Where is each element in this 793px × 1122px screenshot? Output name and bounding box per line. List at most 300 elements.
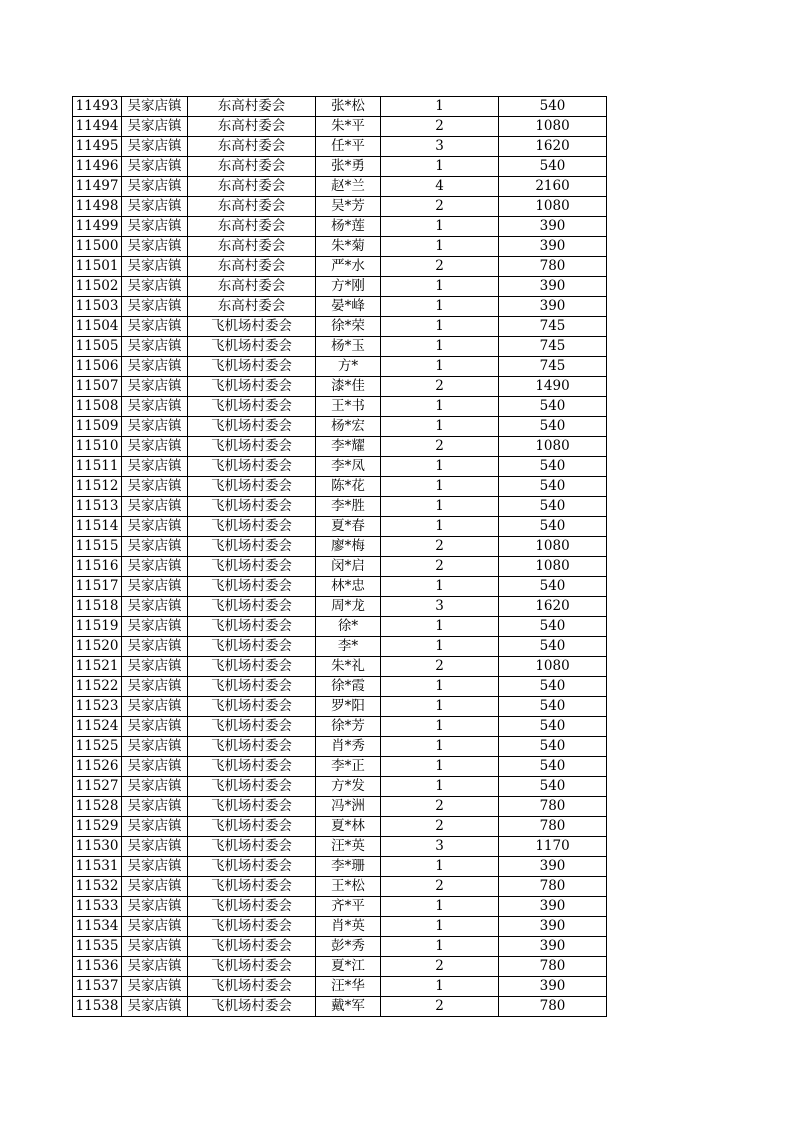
amount-cell: 390 [499, 937, 607, 957]
table-row [73, 397, 607, 417]
amount-cell: 390 [499, 217, 607, 237]
row-id-cell: 11525 [73, 737, 122, 757]
village-committee-cell: 东高村委会 [188, 237, 316, 257]
table-row [73, 597, 607, 617]
town-cell: 吴家店镇 [122, 537, 188, 557]
village-committee-cell: 飞机场村委会 [188, 737, 316, 757]
name-cell: 王*书 [316, 397, 381, 417]
table-row [73, 657, 607, 677]
amount-cell: 1080 [499, 557, 607, 577]
name-cell: 肖*秀 [316, 737, 381, 757]
town-cell: 吴家店镇 [122, 177, 188, 197]
village-committee-cell: 飞机场村委会 [188, 857, 316, 877]
town-cell: 吴家店镇 [122, 717, 188, 737]
amount-cell: 745 [499, 357, 607, 377]
amount-cell: 390 [499, 977, 607, 997]
town-cell: 吴家店镇 [122, 817, 188, 837]
village-committee-cell: 飞机场村委会 [188, 917, 316, 937]
household-count-cell: 1 [381, 857, 499, 877]
row-id-cell: 11512 [73, 477, 122, 497]
name-cell: 夏*江 [316, 957, 381, 977]
name-cell: 朱*菊 [316, 237, 381, 257]
name-cell: 王*松 [316, 877, 381, 897]
table-row [73, 237, 607, 257]
village-committee-cell: 东高村委会 [188, 117, 316, 137]
name-cell: 严*水 [316, 257, 381, 277]
amount-cell: 780 [499, 877, 607, 897]
town-cell: 吴家店镇 [122, 657, 188, 677]
town-cell: 吴家店镇 [122, 957, 188, 977]
amount-cell: 780 [499, 797, 607, 817]
town-cell: 吴家店镇 [122, 377, 188, 397]
village-committee-cell: 飞机场村委会 [188, 897, 316, 917]
table-row [73, 997, 607, 1017]
household-count-cell: 1 [381, 337, 499, 357]
name-cell: 闵*启 [316, 557, 381, 577]
row-id-cell: 11524 [73, 717, 122, 737]
name-cell: 方*刚 [316, 277, 381, 297]
village-committee-cell: 飞机场村委会 [188, 357, 316, 377]
town-cell: 吴家店镇 [122, 517, 188, 537]
table-row [73, 777, 607, 797]
household-count-cell: 1 [381, 577, 499, 597]
amount-cell: 1170 [499, 837, 607, 857]
row-id-cell: 11506 [73, 357, 122, 377]
table-row [73, 357, 607, 377]
row-id-cell: 11508 [73, 397, 122, 417]
table-row [73, 977, 607, 997]
table-row [73, 417, 607, 437]
village-committee-cell: 飞机场村委会 [188, 597, 316, 617]
row-id-cell: 11516 [73, 557, 122, 577]
village-committee-cell: 飞机场村委会 [188, 837, 316, 857]
row-id-cell: 11498 [73, 197, 122, 217]
row-id-cell: 11499 [73, 217, 122, 237]
name-cell: 李*凤 [316, 457, 381, 477]
table-row [73, 917, 607, 937]
amount-cell: 780 [499, 257, 607, 277]
village-committee-cell: 飞机场村委会 [188, 957, 316, 977]
household-count-cell: 3 [381, 597, 499, 617]
household-count-cell: 1 [381, 757, 499, 777]
household-count-cell: 1 [381, 677, 499, 697]
town-cell: 吴家店镇 [122, 997, 188, 1017]
row-id-cell: 11495 [73, 137, 122, 157]
household-count-cell: 2 [381, 257, 499, 277]
village-committee-cell: 飞机场村委会 [188, 817, 316, 837]
row-id-cell: 11537 [73, 977, 122, 997]
data-table [72, 96, 607, 1017]
row-id-cell: 11531 [73, 857, 122, 877]
amount-cell: 1080 [499, 537, 607, 557]
town-cell: 吴家店镇 [122, 777, 188, 797]
village-committee-cell: 飞机场村委会 [188, 697, 316, 717]
name-cell: 赵*兰 [316, 177, 381, 197]
town-cell: 吴家店镇 [122, 857, 188, 877]
table-row [73, 297, 607, 317]
table-row [73, 257, 607, 277]
row-id-cell: 11527 [73, 777, 122, 797]
amount-cell: 1490 [499, 377, 607, 397]
village-committee-cell: 东高村委会 [188, 177, 316, 197]
town-cell: 吴家店镇 [122, 977, 188, 997]
village-committee-cell: 飞机场村委会 [188, 777, 316, 797]
amount-cell: 780 [499, 997, 607, 1017]
row-id-cell: 11521 [73, 657, 122, 677]
household-count-cell: 2 [381, 877, 499, 897]
household-count-cell: 2 [381, 817, 499, 837]
row-id-cell: 11510 [73, 437, 122, 457]
row-id-cell: 11501 [73, 257, 122, 277]
amount-cell: 2160 [499, 177, 607, 197]
village-committee-cell: 飞机场村委会 [188, 677, 316, 697]
table-row [73, 677, 607, 697]
row-id-cell: 11513 [73, 497, 122, 517]
village-committee-cell: 东高村委会 [188, 157, 316, 177]
village-committee-cell: 飞机场村委会 [188, 797, 316, 817]
town-cell: 吴家店镇 [122, 937, 188, 957]
household-count-cell: 2 [381, 657, 499, 677]
row-id-cell: 11507 [73, 377, 122, 397]
town-cell: 吴家店镇 [122, 277, 188, 297]
amount-cell: 540 [499, 397, 607, 417]
table-row [73, 557, 607, 577]
table-row [73, 197, 607, 217]
household-count-cell: 2 [381, 197, 499, 217]
town-cell: 吴家店镇 [122, 417, 188, 437]
row-id-cell: 11534 [73, 917, 122, 937]
name-cell: 方*发 [316, 777, 381, 797]
amount-cell: 780 [499, 957, 607, 977]
town-cell: 吴家店镇 [122, 797, 188, 817]
name-cell: 李*胜 [316, 497, 381, 517]
row-id-cell: 11532 [73, 877, 122, 897]
name-cell: 徐* [316, 617, 381, 637]
amount-cell: 540 [499, 497, 607, 517]
village-committee-cell: 东高村委会 [188, 257, 316, 277]
name-cell: 晏*峰 [316, 297, 381, 317]
household-count-cell: 1 [381, 897, 499, 917]
table-row [73, 437, 607, 457]
table-row [73, 97, 607, 117]
village-committee-cell: 飞机场村委会 [188, 377, 316, 397]
town-cell: 吴家店镇 [122, 737, 188, 757]
household-count-cell: 2 [381, 437, 499, 457]
table-row [73, 577, 607, 597]
town-cell: 吴家店镇 [122, 477, 188, 497]
town-cell: 吴家店镇 [122, 157, 188, 177]
household-count-cell: 3 [381, 137, 499, 157]
row-id-cell: 11519 [73, 617, 122, 637]
town-cell: 吴家店镇 [122, 837, 188, 857]
row-id-cell: 11518 [73, 597, 122, 617]
household-count-cell: 2 [381, 377, 499, 397]
household-count-cell: 1 [381, 477, 499, 497]
table-row [73, 837, 607, 857]
village-committee-cell: 飞机场村委会 [188, 517, 316, 537]
town-cell: 吴家店镇 [122, 757, 188, 777]
village-committee-cell: 飞机场村委会 [188, 537, 316, 557]
household-count-cell: 1 [381, 637, 499, 657]
table-row [73, 857, 607, 877]
village-committee-cell: 飞机场村委会 [188, 497, 316, 517]
village-committee-cell: 东高村委会 [188, 137, 316, 157]
town-cell: 吴家店镇 [122, 397, 188, 417]
village-committee-cell: 飞机场村委会 [188, 437, 316, 457]
amount-cell: 390 [499, 897, 607, 917]
household-count-cell: 1 [381, 737, 499, 757]
amount-cell: 390 [499, 917, 607, 937]
amount-cell: 540 [499, 477, 607, 497]
name-cell: 李* [316, 637, 381, 657]
table-row [73, 817, 607, 837]
village-committee-cell: 飞机场村委会 [188, 997, 316, 1017]
town-cell: 吴家店镇 [122, 197, 188, 217]
village-committee-cell: 飞机场村委会 [188, 337, 316, 357]
row-id-cell: 11528 [73, 797, 122, 817]
row-id-cell: 11496 [73, 157, 122, 177]
household-count-cell: 1 [381, 277, 499, 297]
name-cell: 林*忠 [316, 577, 381, 597]
amount-cell: 540 [499, 637, 607, 657]
town-cell: 吴家店镇 [122, 257, 188, 277]
name-cell: 肖*英 [316, 917, 381, 937]
town-cell: 吴家店镇 [122, 237, 188, 257]
village-committee-cell: 飞机场村委会 [188, 417, 316, 437]
table-row [73, 457, 607, 477]
village-committee-cell: 飞机场村委会 [188, 977, 316, 997]
table-row [73, 317, 607, 337]
household-count-cell: 1 [381, 157, 499, 177]
table-body [73, 97, 607, 1017]
household-count-cell: 2 [381, 117, 499, 137]
name-cell: 夏*林 [316, 817, 381, 837]
row-id-cell: 11517 [73, 577, 122, 597]
village-committee-cell: 飞机场村委会 [188, 557, 316, 577]
name-cell: 李*珊 [316, 857, 381, 877]
household-count-cell: 2 [381, 537, 499, 557]
amount-cell: 540 [499, 757, 607, 777]
town-cell: 吴家店镇 [122, 437, 188, 457]
town-cell: 吴家店镇 [122, 97, 188, 117]
name-cell: 夏*春 [316, 517, 381, 537]
name-cell: 张*勇 [316, 157, 381, 177]
row-id-cell: 11511 [73, 457, 122, 477]
table-row [73, 157, 607, 177]
village-committee-cell: 飞机场村委会 [188, 657, 316, 677]
row-id-cell: 11515 [73, 537, 122, 557]
household-count-cell: 1 [381, 457, 499, 477]
town-cell: 吴家店镇 [122, 617, 188, 637]
table-row [73, 797, 607, 817]
table-row [73, 517, 607, 537]
amount-cell: 540 [499, 577, 607, 597]
table-row [73, 337, 607, 357]
town-cell: 吴家店镇 [122, 917, 188, 937]
table-row [73, 637, 607, 657]
name-cell: 吴*芳 [316, 197, 381, 217]
amount-cell: 540 [499, 677, 607, 697]
amount-cell: 540 [499, 697, 607, 717]
name-cell: 杨*宏 [316, 417, 381, 437]
household-count-cell: 1 [381, 917, 499, 937]
row-id-cell: 11530 [73, 837, 122, 857]
town-cell: 吴家店镇 [122, 577, 188, 597]
row-id-cell: 11536 [73, 957, 122, 977]
household-count-cell: 2 [381, 797, 499, 817]
row-id-cell: 11502 [73, 277, 122, 297]
village-committee-cell: 东高村委会 [188, 97, 316, 117]
household-count-cell: 3 [381, 837, 499, 857]
amount-cell: 1080 [499, 437, 607, 457]
name-cell: 廖*梅 [316, 537, 381, 557]
household-count-cell: 1 [381, 397, 499, 417]
household-count-cell: 1 [381, 617, 499, 637]
name-cell: 李*耀 [316, 437, 381, 457]
row-id-cell: 11504 [73, 317, 122, 337]
table-row [73, 897, 607, 917]
table-row [73, 697, 607, 717]
household-count-cell: 1 [381, 237, 499, 257]
amount-cell: 1080 [499, 117, 607, 137]
village-committee-cell: 飞机场村委会 [188, 877, 316, 897]
amount-cell: 540 [499, 97, 607, 117]
town-cell: 吴家店镇 [122, 357, 188, 377]
name-cell: 徐*荣 [316, 317, 381, 337]
amount-cell: 745 [499, 317, 607, 337]
name-cell: 杨*玉 [316, 337, 381, 357]
amount-cell: 540 [499, 777, 607, 797]
household-count-cell: 1 [381, 317, 499, 337]
village-committee-cell: 东高村委会 [188, 197, 316, 217]
name-cell: 漆*佳 [316, 377, 381, 397]
amount-cell: 390 [499, 237, 607, 257]
table-row [73, 377, 607, 397]
household-count-cell: 1 [381, 777, 499, 797]
town-cell: 吴家店镇 [122, 217, 188, 237]
name-cell: 冯*洲 [316, 797, 381, 817]
town-cell: 吴家店镇 [122, 137, 188, 157]
household-count-cell: 1 [381, 497, 499, 517]
amount-cell: 1080 [499, 657, 607, 677]
row-id-cell: 11522 [73, 677, 122, 697]
table-row [73, 477, 607, 497]
name-cell: 徐*芳 [316, 717, 381, 737]
table-row [73, 957, 607, 977]
name-cell: 罗*阳 [316, 697, 381, 717]
row-id-cell: 11529 [73, 817, 122, 837]
name-cell: 方* [316, 357, 381, 377]
household-count-cell: 1 [381, 517, 499, 537]
name-cell: 徐*霞 [316, 677, 381, 697]
town-cell: 吴家店镇 [122, 457, 188, 477]
row-id-cell: 11505 [73, 337, 122, 357]
name-cell: 周*龙 [316, 597, 381, 617]
table-row [73, 177, 607, 197]
amount-cell: 540 [499, 717, 607, 737]
name-cell: 汪*华 [316, 977, 381, 997]
table-row [73, 277, 607, 297]
village-committee-cell: 飞机场村委会 [188, 577, 316, 597]
table-row [73, 537, 607, 557]
household-count-cell: 2 [381, 957, 499, 977]
amount-cell: 780 [499, 817, 607, 837]
household-count-cell: 2 [381, 557, 499, 577]
table-row [73, 757, 607, 777]
name-cell: 朱*平 [316, 117, 381, 137]
amount-cell: 1620 [499, 137, 607, 157]
household-count-cell: 1 [381, 217, 499, 237]
name-cell: 齐*平 [316, 897, 381, 917]
household-count-cell: 1 [381, 977, 499, 997]
town-cell: 吴家店镇 [122, 557, 188, 577]
amount-cell: 540 [499, 157, 607, 177]
row-id-cell: 11509 [73, 417, 122, 437]
village-committee-cell: 飞机场村委会 [188, 717, 316, 737]
household-count-cell: 1 [381, 417, 499, 437]
row-id-cell: 11520 [73, 637, 122, 657]
name-cell: 陈*花 [316, 477, 381, 497]
village-committee-cell: 飞机场村委会 [188, 757, 316, 777]
household-count-cell: 1 [381, 357, 499, 377]
table-row [73, 937, 607, 957]
amount-cell: 1080 [499, 197, 607, 217]
household-count-cell: 1 [381, 297, 499, 317]
amount-cell: 540 [499, 417, 607, 437]
household-count-cell: 1 [381, 97, 499, 117]
row-id-cell: 11526 [73, 757, 122, 777]
name-cell: 汪*英 [316, 837, 381, 857]
amount-cell: 390 [499, 297, 607, 317]
village-committee-cell: 飞机场村委会 [188, 317, 316, 337]
village-committee-cell: 飞机场村委会 [188, 397, 316, 417]
amount-cell: 540 [499, 737, 607, 757]
amount-cell: 540 [499, 517, 607, 537]
household-count-cell: 1 [381, 937, 499, 957]
table-row [73, 717, 607, 737]
amount-cell: 390 [499, 857, 607, 877]
table-row [73, 877, 607, 897]
household-count-cell: 2 [381, 997, 499, 1017]
village-committee-cell: 飞机场村委会 [188, 457, 316, 477]
table-row [73, 497, 607, 517]
amount-cell: 390 [499, 277, 607, 297]
name-cell: 李*正 [316, 757, 381, 777]
town-cell: 吴家店镇 [122, 677, 188, 697]
row-id-cell: 11500 [73, 237, 122, 257]
village-committee-cell: 飞机场村委会 [188, 617, 316, 637]
town-cell: 吴家店镇 [122, 337, 188, 357]
name-cell: 杨*莲 [316, 217, 381, 237]
name-cell: 朱*礼 [316, 657, 381, 677]
amount-cell: 540 [499, 617, 607, 637]
village-committee-cell: 飞机场村委会 [188, 477, 316, 497]
row-id-cell: 11493 [73, 97, 122, 117]
name-cell: 任*平 [316, 137, 381, 157]
town-cell: 吴家店镇 [122, 597, 188, 617]
table-row [73, 137, 607, 157]
village-committee-cell: 东高村委会 [188, 217, 316, 237]
village-committee-cell: 飞机场村委会 [188, 937, 316, 957]
name-cell: 彭*秀 [316, 937, 381, 957]
row-id-cell: 11494 [73, 117, 122, 137]
name-cell: 戴*军 [316, 997, 381, 1017]
row-id-cell: 11535 [73, 937, 122, 957]
household-count-cell: 1 [381, 717, 499, 737]
village-committee-cell: 东高村委会 [188, 297, 316, 317]
row-id-cell: 11497 [73, 177, 122, 197]
village-committee-cell: 飞机场村委会 [188, 637, 316, 657]
